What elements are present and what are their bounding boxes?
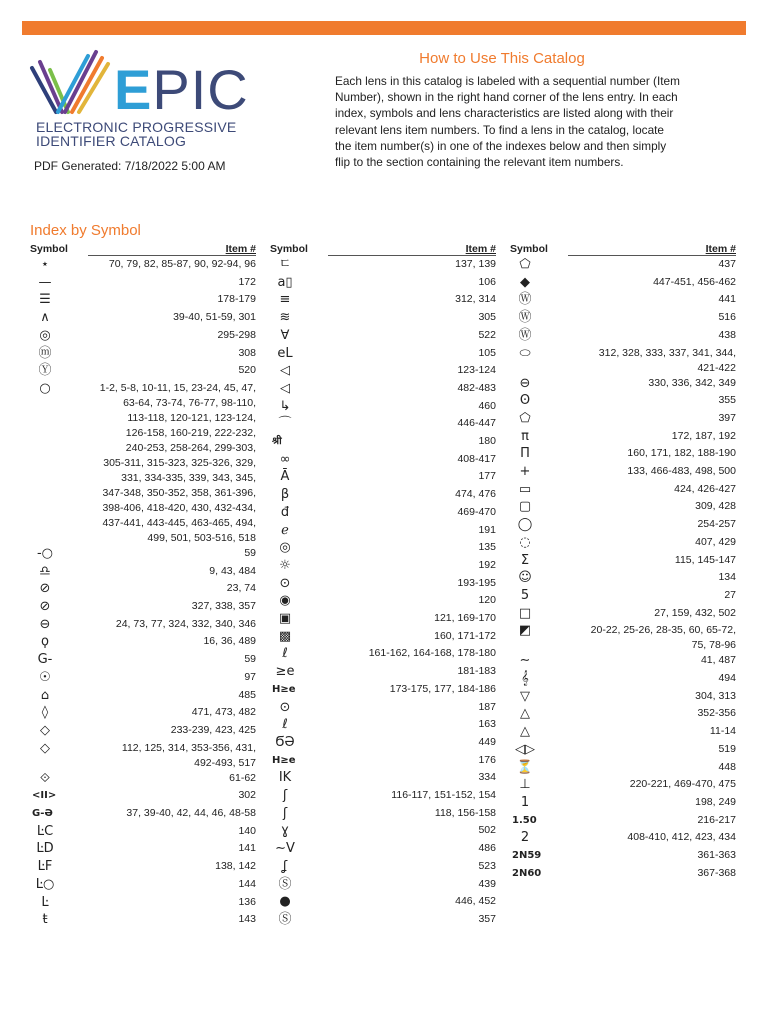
h-ge-bold-icon: H≥e: [272, 754, 296, 766]
bracket-ii-icon: <II>: [32, 790, 57, 802]
star-icon: ⋆: [40, 257, 50, 272]
treble-clef-icon: 𝄞: [521, 671, 529, 686]
logo-wordmark: [114, 58, 249, 121]
item-numbers: 140: [238, 824, 256, 837]
circled-y-icon: Ⓨ: [38, 363, 52, 379]
item-numbers: 520: [238, 364, 256, 377]
item-numbers: 138, 142: [215, 860, 256, 873]
oval-w-icon: Ⓦ: [518, 310, 532, 326]
item-numbers: 11-14: [709, 725, 736, 738]
dash-circle-icon: -○: [36, 545, 54, 561]
l-f-icon: ĿF: [37, 859, 53, 875]
symbol-header: Symbol: [270, 243, 308, 255]
shri-icon: श्री: [272, 436, 282, 447]
oval-icon: ⬭: [519, 345, 531, 361]
face-icon: ☺: [518, 570, 532, 586]
small-funnel-icon: ∀: [280, 327, 290, 343]
small-diamond-icon: ◊: [41, 705, 49, 721]
hook-arrow-icon: ↳: [279, 398, 291, 414]
item-numbers: 191: [478, 523, 496, 536]
wave-lines-icon: ≋: [279, 310, 291, 326]
item-numbers: 502: [478, 824, 496, 837]
item-numbers: 254-257: [697, 518, 736, 531]
item-numbers: 352-356: [697, 707, 736, 720]
item-numbers: 471, 473, 482: [191, 706, 256, 719]
item-numbers: 330, 336, 342, 349: [648, 376, 736, 389]
item-numbers: 163: [478, 718, 496, 731]
code-2n60-icon: 2N60: [512, 867, 542, 879]
l-bold-icon: Ŀ: [41, 894, 49, 910]
triangle-outline-icon: △: [520, 724, 530, 740]
item-numbers: 123-124: [457, 364, 496, 377]
shield-icon: ⬠: [519, 257, 531, 272]
circled-m-icon: ⓜ: [38, 345, 52, 361]
g-e-icon: ϬƏ: [275, 734, 295, 750]
logo-subtitle-line1: ELECTRONIC PROGRESSIVE: [36, 119, 237, 135]
minus-circle-icon: ⊖: [39, 616, 51, 632]
howto-title: How to Use This Catalog: [419, 50, 585, 67]
logo-subtitle-line2: IDENTIFIER CATALOG: [36, 133, 187, 149]
item-numbers: 70, 79, 82, 85-87, 90, 92-94, 96: [108, 258, 256, 270]
hourglass-icon: ⏳: [516, 759, 534, 775]
item-numbers: 312, 328, 333, 337, 341, 344, 421-422: [598, 346, 736, 374]
faint-triangle-icon: ◁: [280, 363, 290, 379]
item-numbers: 106: [478, 275, 496, 288]
null-circle-icon: ⊘: [39, 599, 51, 614]
item-numbers: 172: [238, 275, 256, 288]
item-numbers: 187: [478, 700, 496, 713]
item-numbers: 105: [478, 346, 496, 359]
item-numbers: 173-175, 177, 184-186: [389, 682, 496, 695]
num-150-icon: 1.50: [512, 814, 537, 826]
item-numbers: 116-117, 151-152, 154: [391, 789, 496, 801]
e-swirl-icon: ℯ: [281, 522, 289, 538]
item-numbers: 327, 338, 357: [191, 600, 256, 612]
item-numbers: 193-195: [457, 576, 496, 589]
g-dash-icon: G-: [37, 652, 53, 668]
square-e-icon: ▣: [278, 611, 292, 626]
up-tack-icon: ⊥: [519, 777, 531, 793]
swirl-c-icon: ⊙: [279, 575, 291, 591]
left-triangle-icon: ◁: [280, 380, 290, 396]
outlined-w-icon: Ⓦ: [518, 292, 532, 308]
item-numbers: 97: [244, 670, 256, 683]
small-circle-icon: ○: [39, 380, 51, 396]
slashed-circle-icon: ⊘: [39, 581, 51, 597]
item-numbers: 198, 249: [695, 795, 736, 808]
item-numbers: 135: [478, 541, 496, 554]
hanger-icon: ⌒: [278, 416, 292, 432]
square-swirl-icon: ▩: [278, 628, 292, 644]
item-numbers: 180: [478, 435, 496, 447]
item-numbers: 494: [718, 672, 736, 684]
t-script-icon: ʆ: [282, 858, 288, 874]
logo-stripes-icon: [28, 48, 120, 118]
rounded-rect-icon: ▢: [518, 499, 532, 515]
item-numbers: 302: [238, 789, 256, 802]
item-numbers: 233-239, 423, 425: [170, 723, 256, 736]
item-numbers: 37, 39-40, 42, 44, 46, 48-58: [126, 807, 256, 819]
item-numbers: 448: [718, 760, 736, 773]
item-numbers: 522: [478, 328, 496, 341]
pdf-generated-date: PDF Generated: 7/18/2022 5:00 AM: [34, 159, 226, 173]
item-numbers: 133, 466-483, 498, 500: [627, 465, 736, 477]
small-v-icon: ɣ: [281, 823, 289, 839]
item-numbers: 334: [478, 771, 496, 784]
item-numbers: 441: [718, 293, 736, 306]
item-numbers: 424, 426-427: [674, 482, 736, 495]
item-numbers: 172, 187, 192: [671, 429, 736, 442]
caret-icon: ∧: [40, 310, 50, 326]
item-numbers: 23, 74: [226, 582, 256, 595]
item-numbers: 61-62: [229, 771, 256, 784]
item-numbers: 446, 452: [455, 895, 496, 908]
item-numbers: 355: [718, 394, 736, 407]
header-rule: [328, 255, 496, 256]
item-numbers: 474, 476: [455, 488, 496, 501]
bold-spiral-icon: ◉: [279, 593, 291, 609]
script-e-square-icon: ℓ: [282, 717, 288, 733]
item-numbers: 437: [718, 258, 736, 270]
wide-diamond-icon: ◇: [40, 740, 50, 756]
code-2n59-icon: 2N59: [512, 850, 542, 861]
header-rule: [88, 255, 256, 256]
item-numbers: 357: [478, 912, 496, 925]
dotted-circle-icon: ◌: [519, 534, 531, 550]
item-numbers: 304, 313: [695, 689, 736, 702]
item-numbers: 16, 36, 489: [203, 635, 256, 648]
koppa-icon: ϙ: [41, 634, 49, 650]
item-numbers: 160, 171, 182, 188-190: [627, 447, 736, 460]
item-numbers: 192: [478, 558, 496, 571]
item-numbers: 439: [478, 877, 496, 890]
item-numbers: 120: [478, 594, 496, 607]
item-numbers: 41, 487: [700, 654, 736, 667]
double-circle-icon: Ꙩ: [519, 393, 531, 409]
sigma-icon: Σ: [520, 552, 530, 568]
item-numbers: 176: [478, 753, 496, 766]
rectangle-icon: ▭: [518, 481, 532, 497]
index-title: Index by Symbol: [30, 222, 141, 239]
logo-pic: PIC: [152, 58, 249, 121]
item-numbers: 220-221, 469-470, 475: [629, 778, 736, 791]
pentagon-icon: ⬠: [519, 410, 531, 426]
tilde-v-icon: ∼V: [275, 841, 295, 857]
item-numbers: 309, 428: [695, 500, 736, 513]
item-numbers: 177: [478, 470, 496, 483]
item-number-header: Item #: [225, 243, 256, 255]
item-numbers: 408-417: [457, 452, 496, 465]
item-numbers: 160, 171-172: [434, 629, 496, 642]
boxed-5-icon: 5: [520, 587, 530, 603]
header-rule: [568, 255, 736, 256]
item-number-header: Item #: [705, 243, 736, 255]
item-numbers: 447-451, 456-462: [653, 275, 736, 288]
circled-s-outline-icon: Ⓢ: [278, 876, 292, 892]
item-numbers: 407, 429: [695, 535, 736, 548]
filled-s-circle-icon: ●: [279, 894, 291, 910]
item-numbers: 438: [718, 328, 736, 341]
item-numbers: 308: [238, 346, 256, 359]
item-numbers: 39-40, 51-59, 301: [173, 311, 256, 324]
item-numbers: 469-470: [457, 505, 496, 518]
item-numbers: 112, 125, 314, 353-356, 431, 492-493, 517: [121, 741, 256, 769]
h-ge-icon: H≥e: [272, 683, 296, 695]
swirl-circle-icon: ◎: [39, 327, 51, 343]
item-numbers: 295-298: [217, 328, 256, 341]
item-numbers: 361-363: [697, 849, 736, 861]
eye-circle-icon: ☉: [39, 669, 51, 685]
ik-icon: IK: [278, 770, 292, 786]
item-numbers: 136: [238, 895, 256, 908]
dome-icon: ⌂: [40, 687, 50, 703]
plus-icon: +: [519, 464, 531, 479]
item-numbers: 397: [718, 411, 736, 424]
item-numbers: 161-162, 164-168, 178-180: [368, 647, 496, 660]
item-numbers: 367-368: [697, 866, 736, 879]
small-triangle-icon: △: [520, 706, 530, 722]
el-script-icon: eL: [277, 345, 293, 361]
index-column-header: [510, 243, 736, 257]
bowtie-icon: ◁▷: [515, 741, 535, 757]
item-numbers: 178-179: [217, 293, 256, 306]
bracket-glyph-icon: ㄷ: [278, 257, 292, 272]
item-numbers: 141: [238, 842, 256, 855]
l-c-icon: ĿC: [36, 823, 54, 839]
layered-diamond-icon: ⟐: [39, 770, 51, 786]
oval-line-icon: ⊖: [519, 375, 531, 391]
digit-2-icon: 2: [520, 830, 530, 846]
item-numbers: 485: [238, 688, 256, 701]
item-number-header: Item #: [465, 243, 496, 255]
down-triangle-icon: ▽: [520, 688, 530, 704]
item-numbers: 523: [478, 859, 496, 872]
item-numbers: 59: [244, 653, 256, 666]
faint-s-icon: ʃ: [282, 805, 288, 821]
bold-tilde-icon: ∼: [519, 653, 531, 669]
arch-icon: ♎: [39, 563, 51, 579]
d-stroke-icon: đ: [280, 504, 290, 520]
item-numbers: 1-2, 5-8, 10-11, 15, 23-24, 45, 47, 63-64, 73-74, 76-77, 98-110, 113-118, 120-121, 123-124, 126-158, 160-219, 222-232, 240-253, 258-264, 299-303, 305-311, 315-323, 325-326, 329, 331, 334-335, 339, 343, 345, 347-348, 350-352, 358, 361-396, 398-406, 418-420, 430, 432-434, 437-441, 443-445, 463-465, 494, 499, 501, 503-516, 518: [99, 381, 256, 544]
bold-pi-icon: Π: [520, 446, 530, 462]
item-numbers: 408-410, 412, 423, 434: [627, 831, 736, 844]
l-d-icon: ĿD: [36, 841, 54, 857]
t-stroke-icon: ŧ: [42, 912, 48, 928]
w-crest-icon: Ⓦ: [518, 327, 532, 343]
square-icon: □: [518, 605, 532, 621]
symbol-header: Symbol: [510, 243, 548, 255]
logo-e: E: [114, 58, 153, 121]
pi-icon: π: [521, 428, 529, 444]
item-numbers: 9, 43, 484: [209, 564, 256, 577]
item-numbers: 305: [478, 311, 496, 324]
item-numbers: 59: [244, 546, 256, 559]
infinity-icon: ∞: [279, 451, 291, 467]
item-numbers: 143: [238, 913, 256, 926]
diamond-icon: ◇: [40, 722, 50, 738]
circled-e-icon: ⊙: [279, 699, 291, 715]
item-numbers: 134: [718, 571, 736, 584]
a-box-icon: a▯: [277, 274, 293, 290]
item-numbers: 519: [718, 742, 736, 755]
beta-icon: β: [280, 487, 290, 503]
item-numbers: 449: [478, 735, 496, 748]
ge-icon: ≥e: [275, 664, 295, 680]
l-circle-icon: Ŀ○: [35, 876, 55, 892]
item-numbers: 181-183: [457, 665, 496, 678]
item-numbers: 24, 73, 77, 324, 332, 340, 346: [115, 617, 256, 630]
script-loop-icon: ℓ: [282, 646, 288, 662]
item-numbers: 115, 145-147: [674, 553, 736, 566]
circled-s-icon: Ⓢ: [278, 911, 292, 927]
item-numbers: 27: [724, 588, 736, 601]
index-column-header: [270, 243, 496, 257]
item-numbers: 27, 159, 432, 502: [654, 606, 736, 619]
header-accent-bar: [22, 21, 746, 35]
item-numbers: 137, 139: [455, 258, 496, 270]
g-schwa-icon: G-Ə: [32, 808, 53, 819]
digit-1-icon: 1: [520, 794, 530, 810]
item-numbers: 312, 314: [455, 293, 496, 306]
bold-bird-icon: ◆: [520, 274, 530, 290]
square-slash-icon: ◩: [518, 623, 532, 639]
index-column-header: [30, 243, 256, 257]
open-c-icon: ◯: [517, 517, 533, 533]
howto-body: Each lens in this catalog is labeled with a sequential number (Item Number), shown in the right hand corner of the lens entry. In each index, symbols and lens characteristics are listed along with their relevant lens item numbers. To find a lens in the catalog, locate the item number(s) in one of the indexes below and then simply flip to the section containing the relevant item numbers.: [335, 74, 680, 170]
item-numbers: 516: [718, 311, 736, 324]
symbol-header: Symbol: [30, 243, 68, 255]
item-numbers: 118, 156-158: [434, 806, 496, 819]
item-numbers: 20-22, 25-26, 28-35, 60, 65-72, 75, 78-96: [590, 624, 736, 652]
item-numbers: 446-447: [457, 417, 496, 430]
sun-icon: ☼: [279, 557, 291, 573]
item-numbers: 486: [478, 842, 496, 855]
script-a-icon: Ā: [280, 469, 290, 485]
item-numbers: 121, 169-170: [434, 612, 496, 624]
single-bar-icon: —: [38, 274, 52, 290]
epic-logo: [28, 48, 248, 158]
integral-icon: ʃ: [282, 788, 288, 803]
item-numbers: 460: [478, 399, 496, 412]
triple-line-icon: ≡: [279, 292, 291, 308]
item-numbers: 482-483: [457, 381, 496, 394]
spiral-icon: ◎: [279, 540, 291, 556]
double-bar-icon: ☰: [39, 292, 51, 308]
item-numbers: 216-217: [697, 813, 736, 826]
item-numbers: 144: [238, 877, 256, 890]
